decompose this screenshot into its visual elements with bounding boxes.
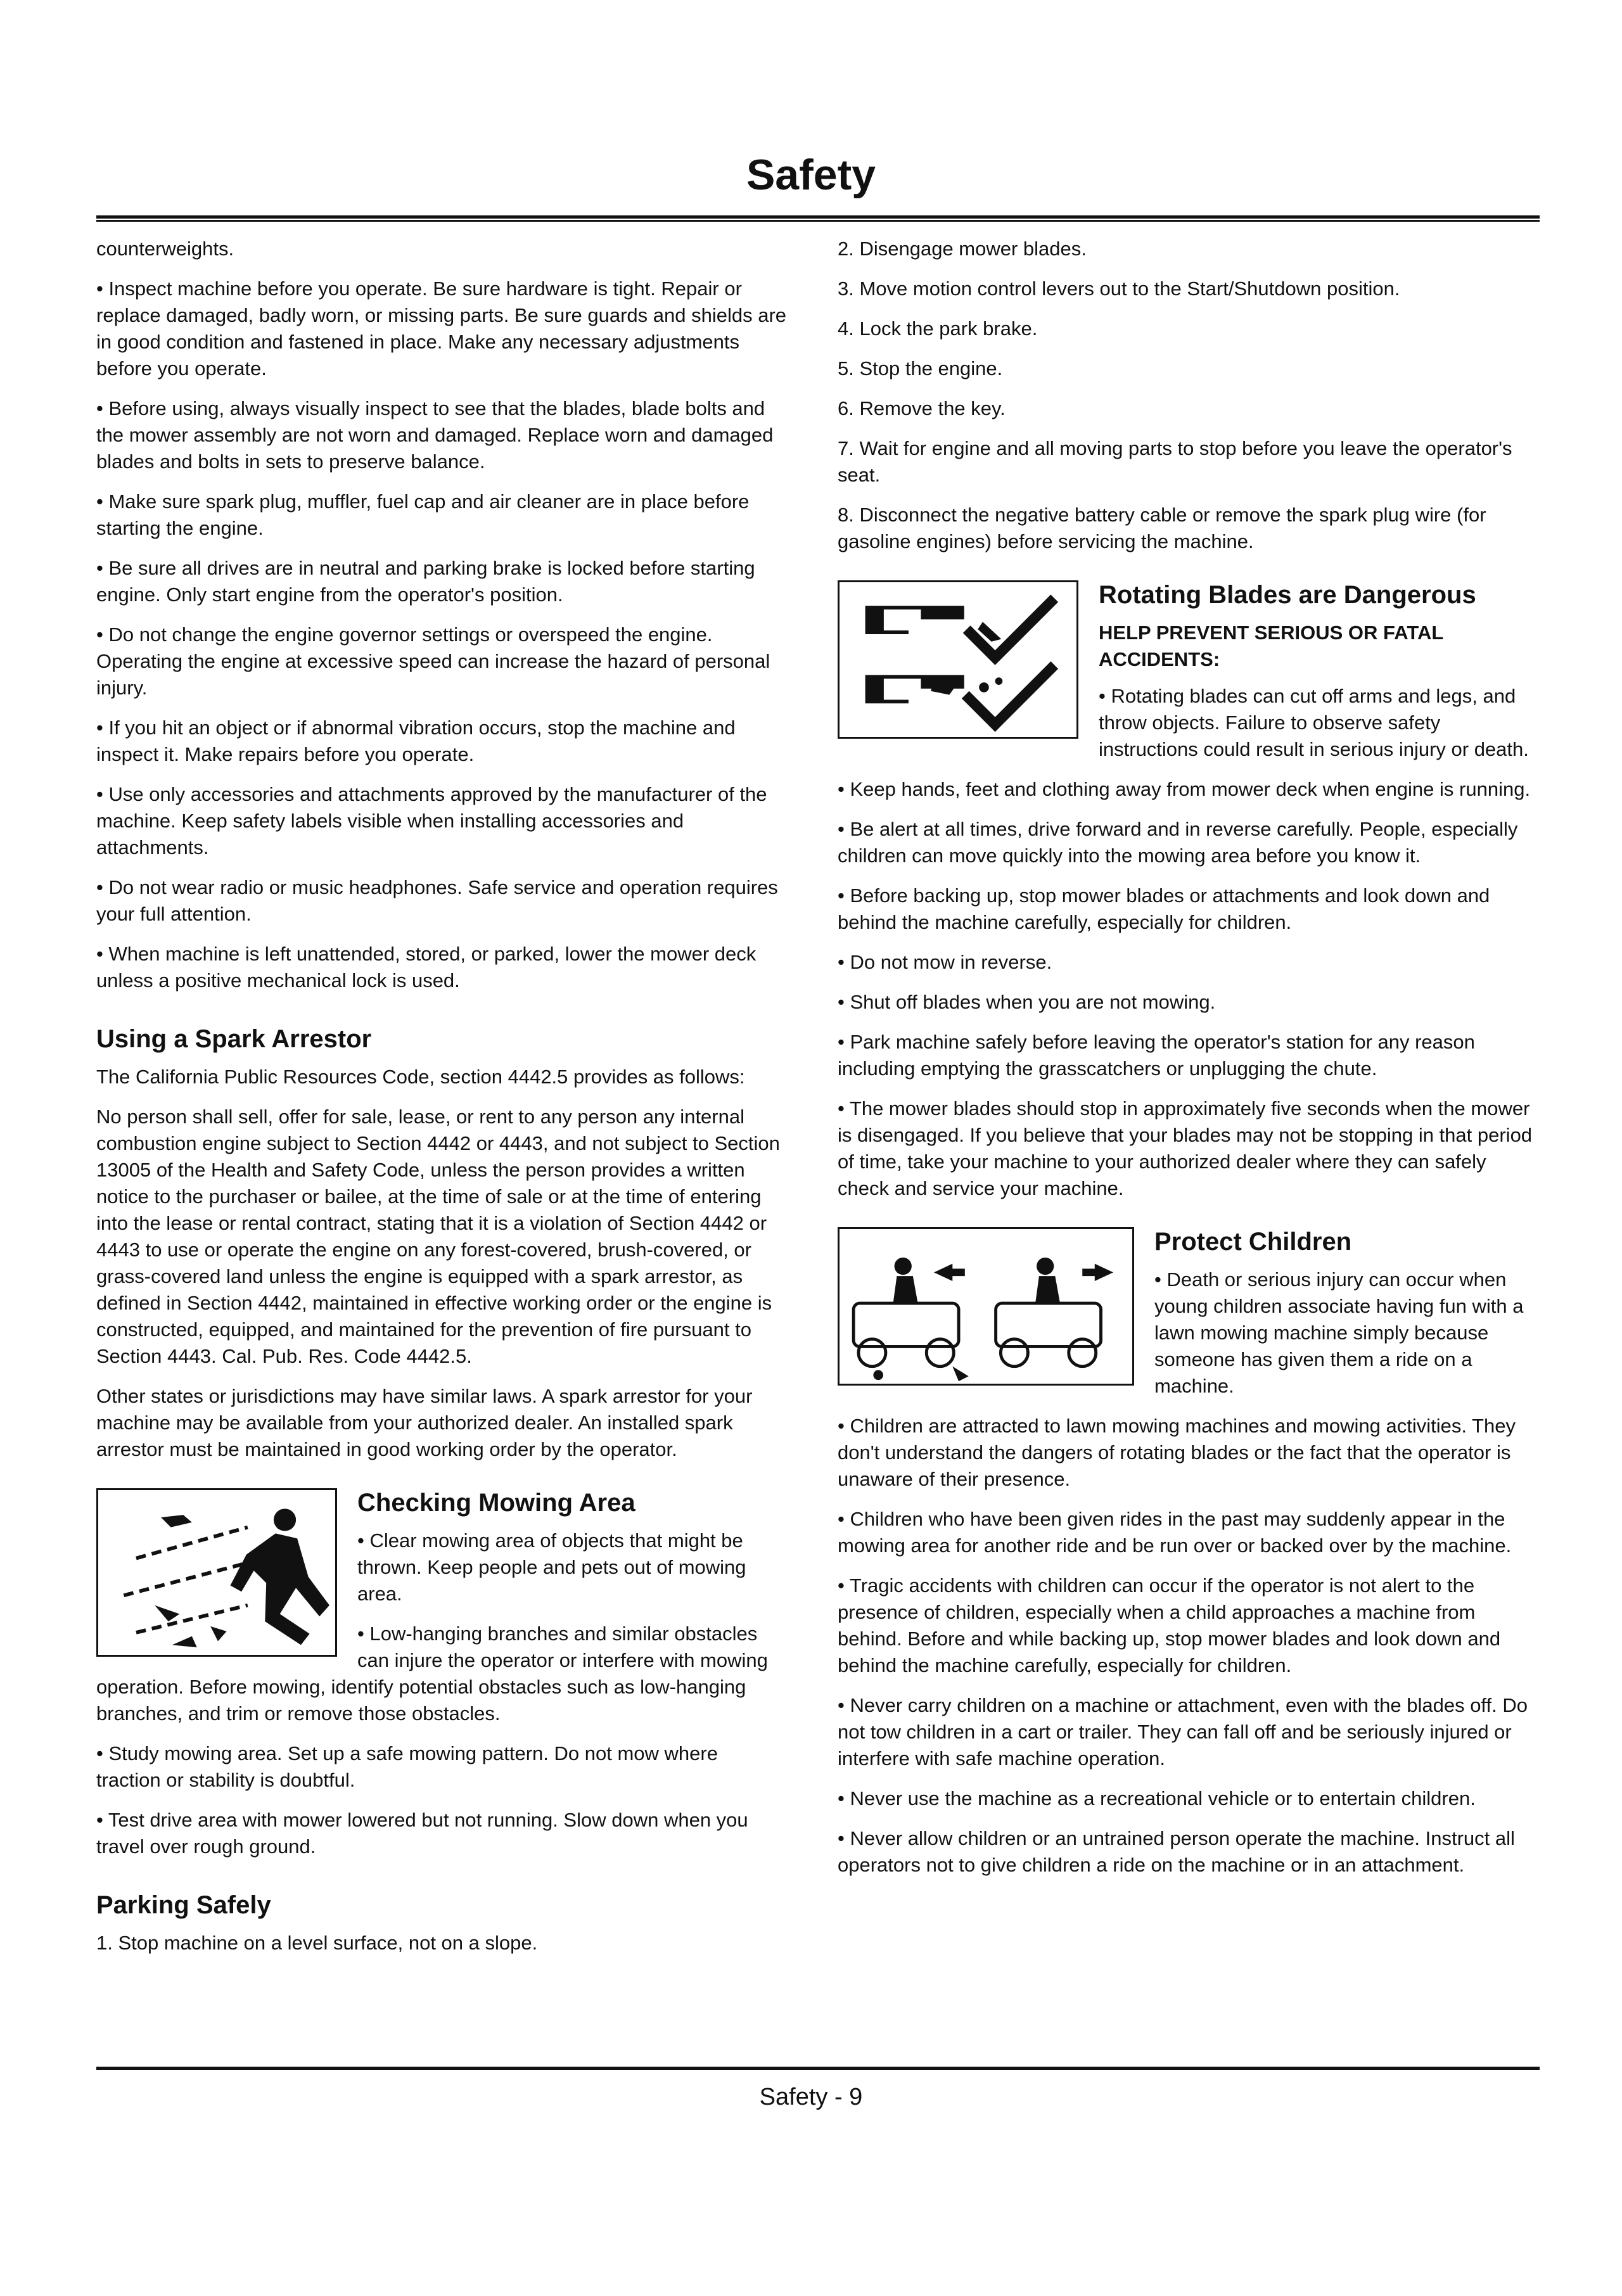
page-title: Safety <box>746 151 876 199</box>
warning-subheading: HELP PREVENT SERIOUS OR FATAL ACCIDENTS: <box>1099 622 1443 670</box>
footer-rule <box>96 2067 1540 2070</box>
bullet-paragraph: • Before using, always visually inspect to see that the blades, blade bolts and the mower assembly are not worn and damaged. Replace worn and damaged blades and bolts in sets to preserve balance. <box>96 397 774 473</box>
bullet-paragraph: • Make sure spark plug, muffler, fuel cap and air cleaner are in place before starting the engine. <box>96 490 750 539</box>
section-heading-protect-children: Protect Children <box>1154 1228 1352 1256</box>
thrown-objects-hazard-icon <box>96 1488 337 1657</box>
bullet-paragraph: • Be alert at all times, drive forward and in reverse carefully. People, especially children can move quickly into the mowing area before you know it. <box>838 818 1518 867</box>
bullet-paragraph: • Low-hanging branches and similar obstacles can injure the operator or interfere with mowing operation. Before mowing, identify potential obstacles such as low-hanging branches, and trim or remove those obstacles. <box>96 1623 768 1725</box>
rotating-blades-hazard-icon <box>838 580 1078 739</box>
page-footer: Safety - 9 <box>759 2084 863 2110</box>
numbered-step: 1. Stop machine on a level surface, not on a slope. <box>96 1932 538 1954</box>
hazard-block-protect-children <box>838 1227 1535 1413</box>
right-column <box>838 236 1535 1892</box>
bullet-paragraph: • Clear mowing area of objects that might be thrown. Keep people and pets out of mowing area. <box>357 1529 746 1605</box>
numbered-step: 3. Move motion control levers out to the Start/Shutdown position. <box>838 277 1400 300</box>
bullet-paragraph: • Do not change the engine governor settings or overspeed the engine. Operating the engine at excessive speed can increase the hazard of personal injury. <box>96 623 770 699</box>
bullet-paragraph: • Be sure all drives are in neutral and parking brake is locked before starting engine. Only start engine from the operator's position. <box>96 557 755 606</box>
bullet-paragraph: • Do not wear radio or music headphones. Safe service and operation requires your full attention. <box>96 876 778 925</box>
paragraph: counterweights. <box>96 238 234 260</box>
section-heading-parking: Parking Safely <box>96 1891 271 1919</box>
bullet-paragraph: • Park machine safely before leaving the operator's station for any reason including emptying the grasscatchers or unplugging the chute. <box>838 1031 1475 1080</box>
left-column <box>96 236 787 1970</box>
children-mower-hazard-icon <box>838 1227 1134 1386</box>
numbered-step: 6. Remove the key. <box>838 397 1006 419</box>
bullet-paragraph: • Inspect machine before you operate. Be sure hardware is tight. Repair or replace damaged, badly worn, or missing parts. Be sure guards and shields are in good condition and fastened in place. Make any necessary adjustments before you operate. <box>96 277 787 379</box>
bullet-paragraph: • Children are attracted to lawn mowing machines and mowing activities. They don't understand the dangers of rotating blades or the fact that the operator is unaware of their presence. <box>838 1415 1516 1490</box>
bullet-paragraph: • When machine is left unattended, stored, or parked, lower the mower deck unless a positive mechanical lock is used. <box>96 943 757 992</box>
bullet-paragraph: • Keep hands, feet and clothing away from mower deck when engine is running. <box>838 778 1531 800</box>
bullet-paragraph: • The mower blades should stop in approximately five seconds when the mower is disengaged. If you believe that your blades may not be stopping in that period of time, take your machine to your authorized dealer where they can safely check and service your machine. <box>838 1097 1533 1199</box>
numbered-step: 8. Disconnect the negative battery cable or remove the spark plug wire (for gasoline engines) before servicing the machine. <box>838 504 1486 552</box>
bullet-paragraph: • Children who have been given rides in the past may suddenly appear in the mowing area for another ride and be run over or backed over by the machine. <box>838 1508 1512 1557</box>
bullet-paragraph: • If you hit an object or if abnormal vibration occurs, stop the machine and inspect it. Make repairs before you operate. <box>96 717 736 765</box>
hazard-block-mowing-area <box>96 1488 787 1740</box>
bullet-paragraph: • Never use the machine as a recreational vehicle or to entertain children. <box>838 1787 1476 1809</box>
bullet-paragraph: • Use only accessories and attachments approved by the manufacturer of the machine. Keep safety labels visible when installing accessories and attachments. <box>96 783 767 858</box>
bullet-paragraph: • Study mowing area. Set up a safe mowing pattern. Do not mow where traction or stability is doubtful. <box>96 1742 718 1791</box>
numbered-step: 7. Wait for engine and all moving parts to stop before you leave the operator's seat. <box>838 437 1512 486</box>
bullet-paragraph: • Shut off blades when you are not mowing. <box>838 991 1216 1013</box>
bullet-paragraph: • Death or serious injury can occur when young children associate having fun with a lawn mowing machine simply because someone has given them a ride on a machine. <box>1154 1268 1524 1397</box>
bullet-paragraph: • Before backing up, stop mower blades or attachments and look down and behind the machine carefully, especially for children. <box>838 884 1490 933</box>
paragraph: Other states or jurisdictions may have similar laws. A spark arrestor for your machine may be available from your authorized dealer. An installed spark arrestor must be maintained in good working order by the operator. <box>96 1385 753 1460</box>
section-heading-spark-arrestor: Using a Spark Arrestor <box>96 1025 372 1053</box>
paragraph: No person shall sell, offer for sale, lease, or rent to any person any internal combustion engine subject to Section 4442 or 4443, and not subject to Section 13005 of the Health and Safety Code, unless the person provides a written notice to the purchaser or bailee, at the time of sale or at the time of entering into the lease or rental contract, stating that it is a violation of Section 4442 or 4443 to use or operate the engine on any forest-covered, brush-covered, or grass-covered land unless the engine is equipped with a spark arrestor, as defined in Section 4442, maintained in effective working order or the engine is constructed, equipped, and maintained for the prevention of fire pursuant to Section 4443. Cal. Pub. Res. Code 4442.5. <box>96 1106 780 1367</box>
bullet-paragraph: • Never allow children or an untrained person operate the machine. Instruct all operators not to give children a ride on the machine or in an attachment. <box>838 1827 1515 1876</box>
bullet-paragraph: • Test drive area with mower lowered but not running. Slow down when you travel over rough ground. <box>96 1809 748 1858</box>
header-rule <box>96 215 1540 222</box>
section-heading-rotating-blades: Rotating Blades are Dangerous <box>1099 581 1476 609</box>
numbered-step: 5. Stop the engine. <box>838 357 1003 379</box>
hazard-block-rotating-blades <box>838 580 1535 776</box>
bullet-paragraph: • Do not mow in reverse. <box>838 951 1052 973</box>
section-heading-mowing-area: Checking Mowing Area <box>357 1489 635 1517</box>
paragraph: The California Public Resources Code, section 4442.5 provides as follows: <box>96 1066 745 1088</box>
numbered-step: 2. Disengage mower blades. <box>838 238 1087 260</box>
bullet-paragraph: • Tragic accidents with children can occur if the operator is not alert to the presence of children, especially when a child approaches a machine from behind. Before and while backing up, stop mower blades and look down and behind the machine carefully, especially for children. <box>838 1574 1501 1676</box>
numbered-step: 4. Lock the park brake. <box>838 317 1038 340</box>
bullet-paragraph: • Rotating blades can cut off arms and legs, and throw objects. Failure to observe safety instructions could result in serious injury or death. <box>1099 685 1529 760</box>
bullet-paragraph: • Never carry children on a machine or attachment, even with the blades off. Do not tow children in a cart or trailer. They can fall off and be seriously injured or interfere with safe machine operation. <box>838 1694 1528 1770</box>
